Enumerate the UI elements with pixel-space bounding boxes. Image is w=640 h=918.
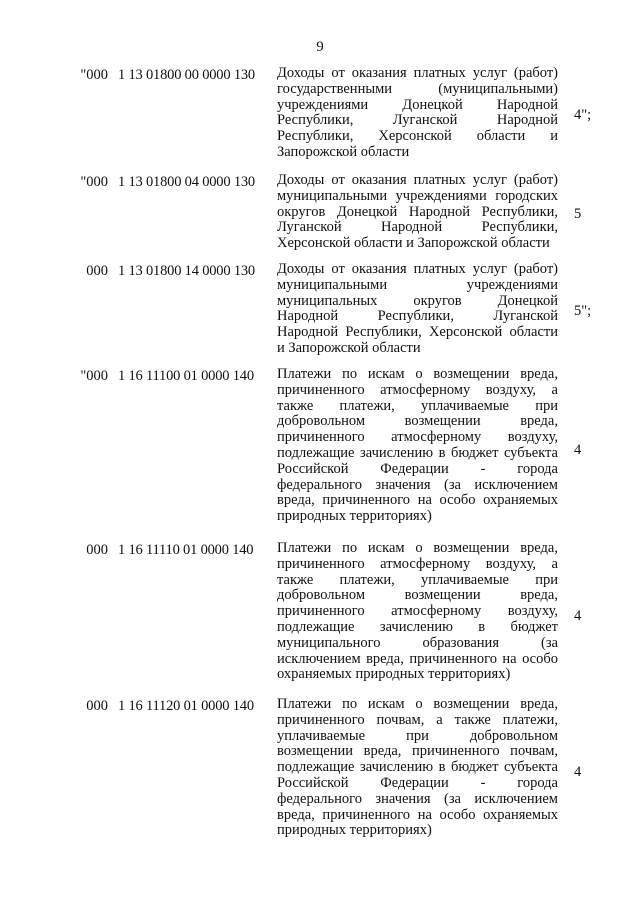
row-prefix: "000 bbox=[80, 67, 108, 83]
description-line: природных территориях) bbox=[277, 822, 432, 839]
description-line: добровольном возмещении вреда, bbox=[277, 413, 558, 430]
norm-value: 5 bbox=[574, 206, 582, 222]
description-line: также платежи, уплачиваемые при bbox=[277, 571, 558, 588]
description-line: добровольном возмещении вреда, bbox=[277, 587, 558, 604]
budget-classification-code: 1 16 11110 01 0000 140 bbox=[118, 542, 254, 558]
description-line: Платежи по искам о возмещении вреда, bbox=[277, 540, 558, 556]
row-prefix: "000 bbox=[80, 174, 108, 190]
description-line: округов Донецкой Народной Республики, bbox=[277, 203, 558, 220]
revenue-description bbox=[277, 66, 558, 161]
description-line: также платежи, уплачиваемые при bbox=[277, 397, 558, 414]
row-prefix: 000 bbox=[86, 698, 108, 714]
description-line: подлежащие зачислению в бюджет bbox=[277, 618, 558, 635]
description-line: подлежащие зачислению в бюджет субъекта bbox=[277, 759, 558, 776]
budget-classification-code: 1 16 11120 01 0000 140 bbox=[118, 698, 254, 714]
description-line: Республики, Херсонской области и bbox=[277, 128, 558, 145]
norm-value: 4"; bbox=[574, 107, 592, 123]
revenue-description bbox=[277, 697, 558, 839]
description-line: подлежащие зачислению в бюджет субъекта bbox=[277, 444, 558, 461]
description-line: Доходы от оказания платных услуг (работ) bbox=[277, 261, 558, 277]
description-line: вреда, причиненного на особо охраняемых bbox=[277, 806, 558, 823]
description-line: вреда, причиненного на особо охраняемых bbox=[277, 492, 558, 509]
description-line: уплачиваемые при добровольном bbox=[277, 727, 558, 744]
budget-classification-code: 1 16 11100 01 0000 140 bbox=[118, 368, 254, 384]
norm-value: 4 bbox=[574, 442, 582, 458]
norm-value: 5"; bbox=[574, 303, 592, 319]
description-line: Народной Республики, Луганской bbox=[277, 308, 558, 325]
description-line: Народной Республики, Херсонской области bbox=[277, 324, 558, 341]
description-line: Российской Федерации - города bbox=[277, 774, 558, 791]
description-line: Доходы от оказания платных услуг (работ) bbox=[277, 65, 558, 81]
row-prefix: 000 bbox=[86, 263, 108, 279]
description-line: Платежи по искам о возмещении вреда, bbox=[277, 366, 558, 382]
description-line: Республики, Луганской Народной bbox=[277, 112, 558, 129]
description-line: и Запорожской области bbox=[277, 339, 421, 356]
description-line: Платежи по искам о возмещении вреда, bbox=[277, 696, 558, 712]
description-line: муниципальных округов Донецкой bbox=[277, 292, 558, 309]
norm-value: 4 bbox=[574, 764, 582, 780]
page-number: 9 bbox=[316, 39, 324, 55]
description-line: причиненного атмосферному воздуху, а bbox=[277, 555, 558, 572]
description-line: муниципальными учреждениями bbox=[277, 276, 558, 293]
description-line: возмещении вреда, причиненного почвам, bbox=[277, 743, 558, 760]
description-line: муниципального образования (за bbox=[277, 634, 558, 651]
description-line: причиненного почвам, а также платежи, bbox=[277, 711, 558, 728]
row-prefix: "000 bbox=[80, 368, 108, 384]
description-line: Луганской Народной Республики, bbox=[277, 219, 558, 236]
description-line: природных территориях) bbox=[277, 508, 432, 525]
description-line: исключением вреда, причиненного на особо bbox=[277, 650, 558, 667]
description-line: причиненного атмосферному воздуху, bbox=[277, 429, 558, 446]
description-line: Запорожской области bbox=[277, 143, 410, 160]
budget-classification-code: 1 13 01800 14 0000 130 bbox=[118, 263, 255, 279]
revenue-description bbox=[277, 173, 558, 252]
revenue-description bbox=[277, 541, 558, 683]
description-line: Херсонской области и Запорожской области bbox=[277, 235, 550, 252]
description-line: федерального значения (за исключением bbox=[277, 790, 558, 807]
description-line: муниципальными учреждениями городских bbox=[277, 187, 558, 204]
description-line: охраняемых природных территориях) bbox=[277, 666, 511, 683]
description-line: государственными (муниципальными) bbox=[277, 80, 558, 97]
budget-classification-code: 1 13 01800 00 0000 130 bbox=[118, 67, 255, 83]
description-line: причиненного атмосферному воздуху, bbox=[277, 603, 558, 620]
description-line: Доходы от оказания платных услуг (работ) bbox=[277, 172, 558, 188]
description-line: федерального значения (за исключением bbox=[277, 476, 558, 493]
description-line: Российской Федерации - города bbox=[277, 460, 558, 477]
norm-value: 4 bbox=[574, 608, 582, 624]
row-prefix: 000 bbox=[86, 542, 108, 558]
revenue-description bbox=[277, 367, 558, 525]
revenue-description bbox=[277, 262, 558, 357]
description-line: причиненного атмосферному воздуху, а bbox=[277, 381, 558, 398]
budget-classification-code: 1 13 01800 04 0000 130 bbox=[118, 174, 255, 190]
description-line: учреждениями Донецкой Народной bbox=[277, 96, 558, 113]
